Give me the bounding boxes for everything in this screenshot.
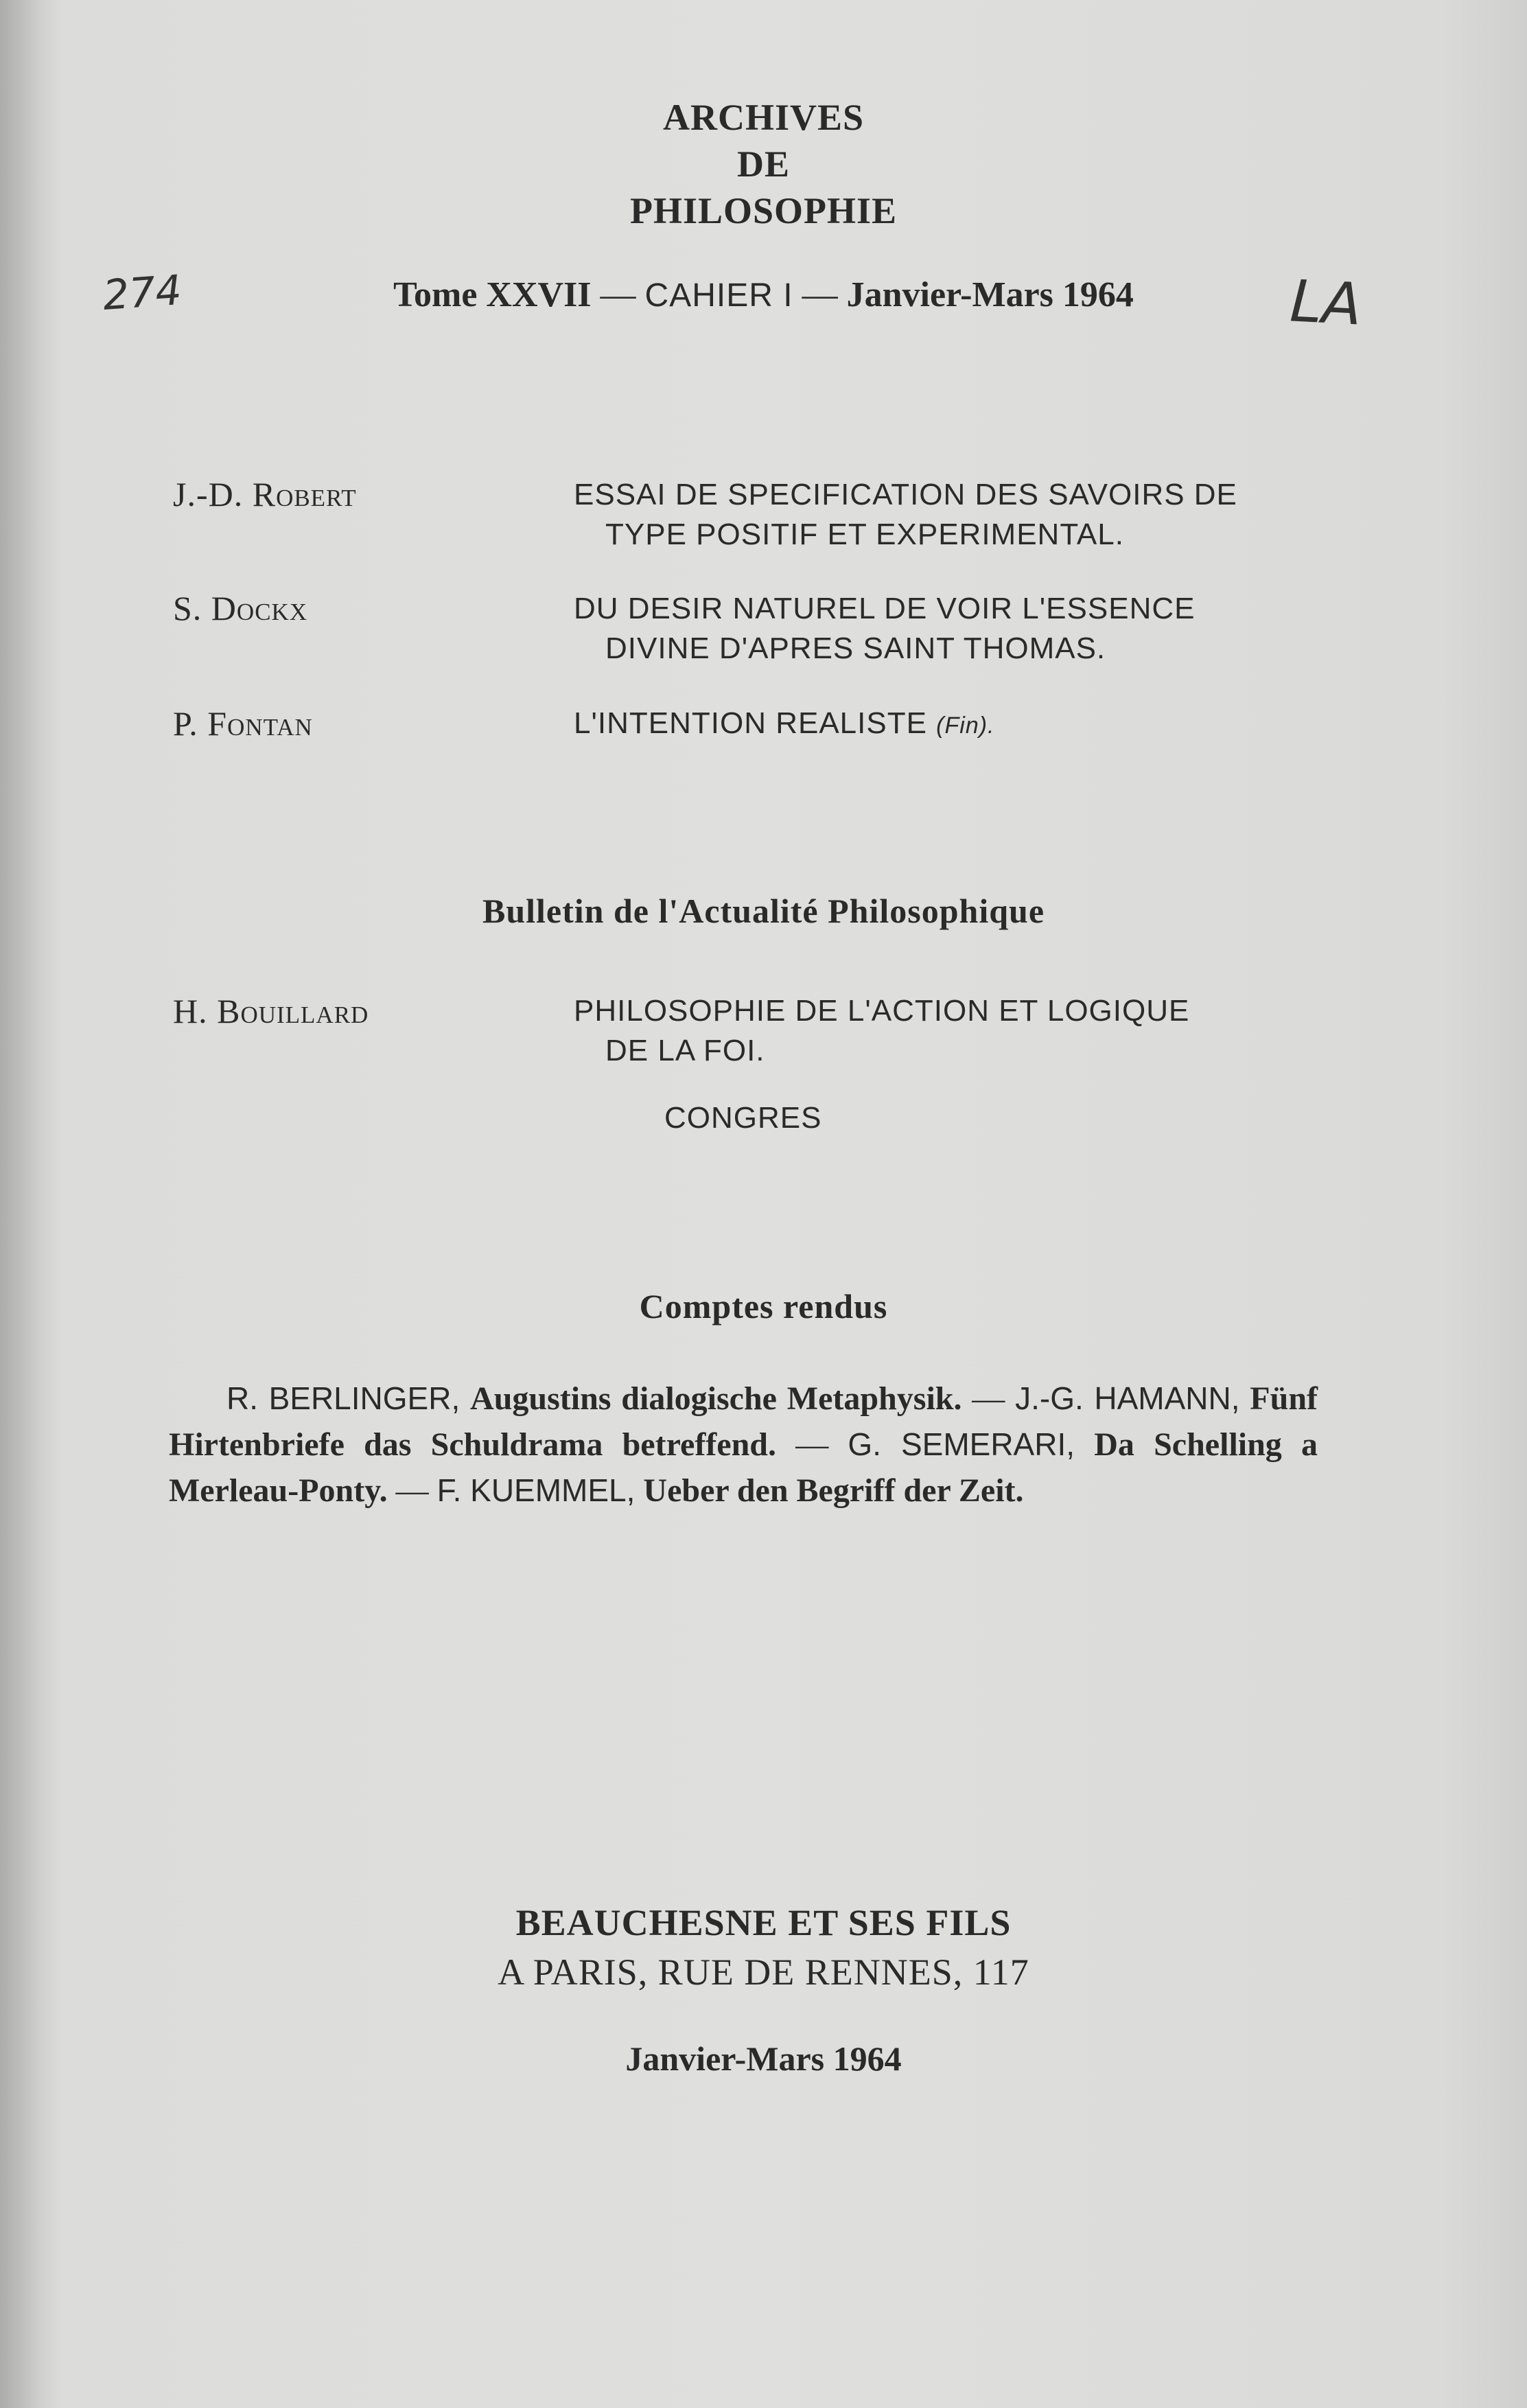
congres-label: CONGRES — [664, 1101, 822, 1135]
article-title-line-1: ESSAI DE SPECIFICATION DES SAVOIRS DE — [574, 478, 1237, 511]
article-title-line-1: L'INTENTION REALISTE — [574, 706, 927, 740]
review-author: G. SEMERARI, — [848, 1426, 1075, 1462]
article-title — [574, 475, 1356, 555]
issue-separator-1: — — [591, 275, 645, 314]
article-title-suffix: (Fin). — [936, 713, 995, 739]
review-author: R. BERLINGER, — [226, 1380, 461, 1416]
article-author: S. Dockx — [173, 589, 308, 627]
bulletin-author: H. Bouillard — [173, 992, 369, 1030]
article-title-line-2: TYPE POSITIF ET EXPERIMENTAL. — [605, 518, 1124, 551]
handwritten-note-left: 274 — [101, 266, 183, 320]
reviews-paragraph — [169, 1376, 1318, 1514]
bulletin-heading: Bulletin de l'Actualité Philosophique — [482, 892, 1045, 930]
issue-line — [0, 273, 1527, 318]
review-separator: — — [387, 1472, 437, 1509]
handwritten-note-right: LA — [1288, 267, 1364, 338]
review-separator: — — [961, 1380, 1016, 1417]
comptes-rendus-heading: Comptes rendus — [639, 1287, 888, 1325]
review-work: Ueber den Begriff der Zeit. — [643, 1472, 1024, 1509]
article-title-line-1: DU DESIR NATUREL DE VOIR L'ESSENCE — [574, 592, 1196, 625]
article-author: P. Fontan — [173, 704, 313, 743]
article-title — [574, 704, 1356, 745]
publication-date: Janvier-Mars 1964 — [625, 2039, 902, 2078]
bulletin-title-line-1: PHILOSOPHIE DE L'ACTION ET LOGIQUE — [574, 994, 1190, 1028]
issue-date: Janvier-Mars 1964 — [846, 275, 1134, 314]
publisher-name — [0, 1899, 1527, 1947]
article-title — [574, 589, 1356, 669]
review-separator: — — [776, 1426, 848, 1463]
review-work: Fünf Hirtenbriefe das Schuldrama betreffend. — [169, 1380, 1318, 1463]
article-title-line-2: DIVINE D'APRES SAINT THOMAS. — [605, 632, 1106, 665]
publisher-name-text: BEAUCHESNE ET SES FILS — [515, 1902, 1012, 1943]
bulletin-title — [574, 991, 1356, 1071]
journal-title-line-2: DE — [736, 143, 790, 185]
review-author: J.-G. HAMANN, — [1015, 1380, 1240, 1416]
issue-cahier: CAHIER I — [644, 277, 793, 314]
review-work: Augustins dialogische Metaphysik. — [470, 1380, 962, 1417]
issue-tome: Tome XXVII — [393, 275, 592, 314]
issue-separator-2: — — [793, 275, 847, 314]
journal-title-line-3: PHILOSOPHIE — [629, 190, 898, 231]
article-author: J.-D. Robert — [173, 475, 357, 513]
bulletin-title-line-2: DE LA FOI. — [605, 1034, 765, 1067]
journal-title-line-1: ARCHIVES — [662, 97, 865, 138]
review-author: F. KUEMMEL, — [436, 1472, 636, 1508]
review-work: Da Schelling a Merleau-Ponty. — [169, 1426, 1318, 1509]
publisher-address: A PARIS, RUE DE RENNES, 117 — [498, 1952, 1029, 1993]
